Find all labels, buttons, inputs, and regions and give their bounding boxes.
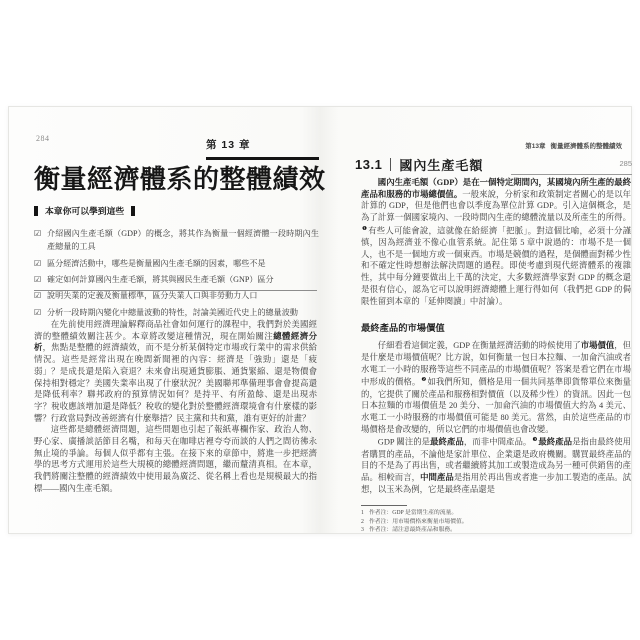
paragraph: 這些都是總體經濟問題，這些問題也引起了報紙專欄作家、政治人物、野心家、廣播談話節目名嘴，和每天在咖啡店裡夸夸而談的人們之間彷彿永無止境的爭論。每個人似乎都有主張。在接下來的章節中，將進一步把經濟學的思考方式運用於這些大規模的總體經濟問題，繼而釐清真相。在本章，我們將關注整體的經濟績效中使用最為廣泛、從名稱上看也是規模最大的指標——國內生產毛額。 <box>34 425 317 493</box>
subsection-heading: 最終產品的市場價值 <box>361 323 445 334</box>
chapter-tab <box>206 135 319 160</box>
footnote-number: 3 <box>361 527 364 534</box>
footnotes <box>361 505 631 534</box>
paragraph: 在先前使用經濟理論解釋商品社會如何運行的課程中，我們對於美國經濟的整體績效關注甚少。本章將改變這種情況，現在開始關注總體經濟分析，焦點是整體的經濟績效，而不是分析某個特定市場或行業中的需求供給情況。這些是經常出現在晚間新聞裡的內容：經濟是「強勁」還是「疲弱」？是成長還是陷入衰退？未來會出現通貨膨脹、通貨緊縮、還是物價會保持相對穩定？美國失業率出現了什麼狀況？美國聯邦準備理事會會提高還是降低利率？聯邦政府的預算情況如何？是持平、有所盈餘、還是出現赤字？稅收應該增加還是降低？稅收的變化對於整體經濟環境會有什麼樣的影響？行政當局對改善經濟有什麼舉措？民主黨和共和黨，誰有更好的計畫？ <box>34 320 318 423</box>
running-header-chapter: 第13章 <box>525 143 546 150</box>
footnote-text: 作者注：請注意最終產品和服務。 <box>369 527 456 534</box>
checkbox-checked-icon: ☑ <box>34 229 42 238</box>
paragraph: 國內生產毛額（GDP）是在一個特定期間內，某國境內所生產的最終產品和服務的市場總價值。一般來說，分析家和政策制定者關心的是以年計算的 GDP，但是他們也會以季度為單位計算 GDP。引入這個概念，是為了計算一個國家境內、一段時間內生產的總體流量以及所產生的所得。$^❶$有些人可能會說，這就像在給經濟「把脈」。對這個比喻，必須十分謹慎，因為經濟並不像心血管系統。記住第 5 章中說過的：市場不是一個人，也不是一個地方或一個東西。市場是競價的過程，是個體面對稀少性和不確定性時想辦法解決問題的過程。即使考慮到現代經濟體系的複雜性，其中每分鐘要做出上千萬的決定，大多數經濟學家對 GDP 的概念還是很有信心，認為它可以說明經濟總體上運行得如何（我們把 GDP 的侷限性留到本章的「延伸閱讀」中討論）。 <box>361 178 632 306</box>
footnote <box>361 509 631 517</box>
page-number-left: 284 <box>36 134 50 143</box>
divider-rule <box>34 290 317 291</box>
footnote-rule <box>361 505 407 506</box>
running-header-title: 衡量經濟體系的整體績效 <box>550 143 622 150</box>
left-body-text <box>34 319 317 495</box>
checkbox-checked-icon: ☑ <box>34 258 42 268</box>
chapter-tab-label: 第 13 章 <box>206 139 251 151</box>
objective-text: 說明失業的定義及衡量標準，區分失業人口與非勞動力人口 <box>47 291 258 301</box>
checkbox-checked-icon: ☑ <box>34 307 42 317</box>
learning-objectives-box <box>34 201 319 322</box>
section-title: 國內生產毛額 <box>399 158 484 173</box>
footnote <box>361 518 631 526</box>
objective-item <box>34 257 319 270</box>
checkbox-checked-icon: ☑ <box>34 291 42 301</box>
page-number-right: 285 <box>619 159 632 168</box>
objectives-header: 本章你可以學到這些 <box>34 206 135 216</box>
objective-text: 介紹國內生產毛額（GDP）的概念，將其作為衡量一個經濟體一段時期內生產總量的工具 <box>47 229 319 252</box>
objective-item <box>34 227 319 253</box>
footnote-number: 2 <box>361 518 364 525</box>
footnote-text: 作者注：用市場價格來衡量市場價值。 <box>369 518 468 525</box>
objective-item <box>34 289 319 302</box>
chapter-title: 衡量經濟體系的整體績效 <box>34 164 326 194</box>
objective-item <box>34 306 319 319</box>
footnote-text: 作者注：GDP 是當期生產的流量。 <box>369 510 458 517</box>
section-divider <box>390 158 391 171</box>
checkbox-checked-icon: ☑ <box>34 274 42 284</box>
paragraph: GDP 關注的是最終產品，而非中間產品。$^❸$最終產品是指由最終使用者購買的產品，不論他是家計單位、企業還是政府機關。購買最終產品的目的不是為了再出售，或者繼續將其加工或製造成為另一種可供銷售的產品。相較而言，中間產品是指用於再出售或者進一步加工製造的產品。試想，以玉米為例，它是最終產品還是 <box>361 437 632 494</box>
right-body-text <box>361 177 631 535</box>
objective-text: 確定如何計算國內生產毛額，將其與國民生產毛額（GNP）區分 <box>47 274 274 284</box>
footnote <box>361 526 631 534</box>
left-page <box>28 107 326 533</box>
right-page <box>353 107 632 533</box>
book-spread <box>8 106 632 534</box>
running-header <box>511 135 632 175</box>
paragraph: 仔細看看這個定義，GDP 在衡量經濟活動的時候使用了市場價值，但是什麼是市場價值呢？比方說，如何衡量一包日本拉麵、一加侖汽油或者水電工一小時的服務等這些不同產品的市場價值呢？答案是看它們在市場中形成的價格。$^❷$如我們所知，價格是用一個共同基準即貨幣單位來衡量的，它提供了關於產品和服務相對價值（以及稀少性）的資訊。因此一包日本拉麵的市場價值是 20 美分、一加侖汽油的市場價值大約為 4 美元、水電工一小時服務的市場價值可能是 80 美元。當然，由於這些產品的市場價格是會改變的，所以它們的市場價值也會改變。 <box>361 341 632 434</box>
section-heading <box>355 155 483 174</box>
objective-text: 區分經濟活動中，哪些是衡量國內生產毛額的因素，哪些不是 <box>47 258 266 268</box>
objectives-list <box>34 227 319 319</box>
section-number: 13.1 <box>355 157 383 172</box>
objective-item <box>34 273 319 286</box>
objective-text: 分析一段時期內變化中總量波動的特性，討論美國近代史上的總量波動 <box>47 307 298 317</box>
footnote-number: 1 <box>361 510 364 517</box>
